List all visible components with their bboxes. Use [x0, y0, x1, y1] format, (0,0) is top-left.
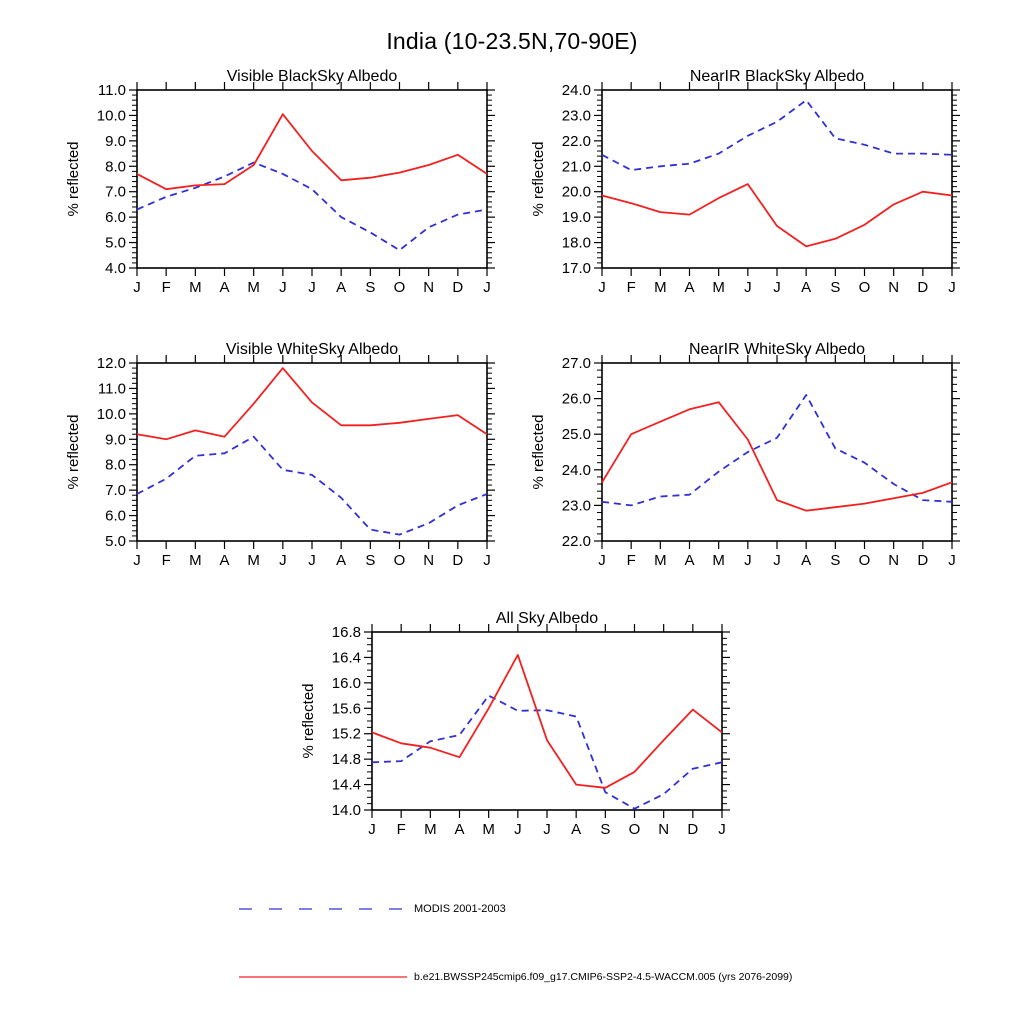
y-tick-label: 11.0 — [97, 82, 126, 99]
y-axis-title: % reflected — [530, 141, 547, 217]
x-tick-label: M — [712, 552, 725, 569]
x-tick-label: M — [189, 552, 202, 569]
x-tick-label: A — [684, 552, 695, 569]
y-tick-label: 19.0 — [561, 209, 591, 227]
x-tick-label: M — [189, 279, 202, 296]
x-tick-label: F — [626, 552, 636, 569]
y-tick-label: 15.6 — [331, 700, 361, 718]
series-model-line — [137, 114, 487, 189]
y-tick-label: 9.0 — [105, 431, 126, 449]
y-tick-label: 7.0 — [105, 183, 126, 201]
x-tick-label: N — [423, 552, 435, 569]
y-tick-label: 6.0 — [105, 209, 126, 227]
x-tick-label: A — [454, 821, 465, 838]
x-tick-label: F — [626, 279, 636, 296]
x-tick-label: A — [801, 279, 812, 296]
y-axis-title: % reflected — [530, 414, 547, 490]
y-tick-label: 8.0 — [105, 158, 126, 176]
y-tick-label: 14.8 — [331, 751, 361, 769]
x-tick-label: F — [161, 279, 171, 296]
plot-border — [372, 632, 722, 810]
y-tick-label: 14.4 — [331, 776, 361, 794]
legend-line-solid-icon — [238, 971, 408, 983]
x-tick-label: F — [161, 552, 171, 569]
panel-title: NearIR BlackSky Albedo — [689, 68, 865, 85]
y-tick-label: 5.0 — [105, 533, 126, 550]
x-tick-label: M — [712, 279, 725, 296]
x-tick-label: A — [219, 279, 230, 296]
y-tick-label: 23.0 — [561, 497, 591, 515]
series-modis-line — [137, 437, 487, 535]
y-tick-label: 14.0 — [331, 802, 361, 819]
x-tick-label: S — [365, 279, 376, 296]
y-tick-label: 5.0 — [105, 234, 126, 252]
x-tick-label: S — [365, 552, 376, 569]
series-modis-line — [137, 163, 487, 251]
x-tick-label: J — [308, 552, 316, 569]
x-tick-label: J — [948, 279, 956, 296]
x-tick-label: S — [830, 552, 841, 569]
axis-ticks — [129, 82, 495, 276]
y-tick-label: 6.0 — [105, 507, 126, 525]
y-axis-title: % reflected — [300, 683, 317, 759]
panel-title: Visible BlackSky Albedo — [226, 68, 398, 85]
figure-title: India (10-23.5N,70-90E) — [386, 28, 638, 54]
x-tick-label: A — [336, 279, 347, 296]
y-tick-label: 22.0 — [561, 533, 591, 550]
y-axis-title: % reflected — [65, 414, 82, 490]
x-tick-label: J — [483, 552, 491, 569]
x-tick-label: M — [482, 821, 495, 838]
x-tick-label: A — [801, 552, 812, 569]
y-tick-label: 26.0 — [561, 390, 591, 408]
x-tick-label: A — [571, 821, 582, 838]
chart-visible-blacksky-albedo — [22, 65, 502, 327]
y-tick-label: 24.0 — [561, 461, 591, 479]
legend-item-model — [238, 971, 792, 983]
x-tick-label: M — [247, 552, 260, 569]
chart-allsky-albedo — [257, 607, 737, 869]
x-tick-label: D — [917, 279, 929, 296]
panel-title: Visible WhiteSky Albedo — [225, 341, 399, 358]
series-model-line — [602, 402, 952, 511]
legend-label-model: b.e21.BWSSP245cmip6.f09_g17.CMIP6-SSP2-4.5-WACCM.005 (yrs 2076-2099) — [414, 971, 793, 983]
panel-title: All Sky Albedo — [495, 610, 599, 627]
x-tick-label: M — [654, 552, 667, 569]
x-tick-label: J — [308, 279, 316, 296]
y-tick-label: 8.0 — [105, 456, 126, 474]
y-tick-label: 18.0 — [561, 234, 591, 252]
y-tick-label: 15.2 — [331, 725, 361, 743]
x-tick-label: J — [948, 552, 956, 569]
x-tick-label: D — [687, 821, 699, 838]
x-tick-label: J — [543, 821, 551, 838]
plot-border — [137, 90, 487, 268]
panel-title: NearIR WhiteSky Albedo — [688, 341, 866, 358]
x-tick-label: O — [393, 279, 406, 296]
y-tick-label: 20.0 — [561, 183, 591, 201]
series-modis-line — [602, 395, 952, 505]
axis-ticks — [129, 355, 495, 549]
x-tick-label: J — [133, 279, 141, 296]
x-tick-label: O — [628, 821, 641, 838]
y-tick-label: 23.0 — [561, 107, 591, 125]
x-tick-label: O — [858, 279, 871, 296]
legend-line-dashed-icon — [238, 903, 408, 915]
x-tick-label: A — [684, 279, 695, 296]
x-tick-label: S — [830, 279, 841, 296]
series-modis-line — [602, 100, 952, 170]
x-tick-label: M — [247, 279, 260, 296]
x-tick-label: J — [279, 552, 287, 569]
axis-ticks — [364, 624, 730, 818]
x-tick-label: O — [858, 552, 871, 569]
x-tick-label: M — [654, 279, 667, 296]
chart-nearir-whitesky-albedo — [487, 338, 967, 600]
legend-item-modis — [238, 903, 506, 915]
y-axis-title: % reflected — [65, 141, 82, 217]
series-model-line — [602, 184, 952, 246]
x-tick-label: J — [483, 279, 491, 296]
x-tick-label: J — [718, 821, 726, 838]
x-tick-label: J — [744, 279, 752, 296]
y-tick-label: 17.0 — [561, 260, 591, 277]
x-tick-label: N — [658, 821, 670, 838]
series-model-line — [137, 368, 487, 439]
chart-visible-whitesky-albedo — [22, 338, 502, 600]
chart-nearir-blacksky-albedo — [487, 65, 967, 327]
series-modis-line — [372, 696, 722, 809]
y-tick-label: 22.0 — [561, 132, 591, 150]
x-tick-label: N — [888, 552, 900, 569]
y-tick-label: 10.0 — [96, 405, 126, 423]
x-tick-label: D — [452, 279, 464, 296]
y-tick-label: 25.0 — [561, 426, 591, 444]
x-tick-label: J — [514, 821, 522, 838]
y-tick-label: 16.4 — [331, 649, 361, 667]
x-tick-label: N — [888, 279, 900, 296]
y-tick-label: 21.0 — [561, 158, 591, 176]
x-tick-label: D — [452, 552, 464, 569]
x-tick-label: F — [396, 821, 406, 838]
y-tick-label: 7.0 — [105, 482, 126, 500]
axis-ticks — [594, 82, 960, 276]
x-tick-label: J — [773, 279, 781, 296]
y-tick-label: 12.0 — [96, 355, 126, 372]
x-tick-label: S — [600, 821, 611, 838]
x-tick-label: D — [917, 552, 929, 569]
y-tick-label: 16.8 — [331, 624, 361, 641]
x-tick-label: J — [598, 552, 606, 569]
x-tick-label: M — [424, 821, 437, 838]
y-tick-label: 9.0 — [105, 132, 126, 150]
plot-border — [602, 90, 952, 268]
y-tick-label: 4.0 — [105, 260, 126, 277]
x-tick-label: J — [744, 552, 752, 569]
series-model-line — [372, 655, 722, 788]
y-tick-label: 11.0 — [97, 380, 126, 398]
y-tick-label: 27.0 — [561, 355, 591, 372]
x-tick-label: J — [279, 279, 287, 296]
axis-ticks — [594, 355, 960, 549]
x-tick-label: A — [336, 552, 347, 569]
x-tick-label: A — [219, 552, 230, 569]
x-tick-label: O — [393, 552, 406, 569]
x-tick-label: N — [423, 279, 435, 296]
legend-label-modis: MODIS 2001-2003 — [414, 903, 506, 915]
plot-border — [602, 363, 952, 541]
x-tick-label: J — [773, 552, 781, 569]
x-tick-label: J — [598, 279, 606, 296]
y-tick-label: 10.0 — [96, 107, 126, 125]
y-tick-label: 24.0 — [561, 82, 591, 99]
x-tick-label: J — [368, 821, 376, 838]
y-tick-label: 16.0 — [331, 674, 361, 692]
plot-border — [137, 363, 487, 541]
x-tick-label: J — [133, 552, 141, 569]
